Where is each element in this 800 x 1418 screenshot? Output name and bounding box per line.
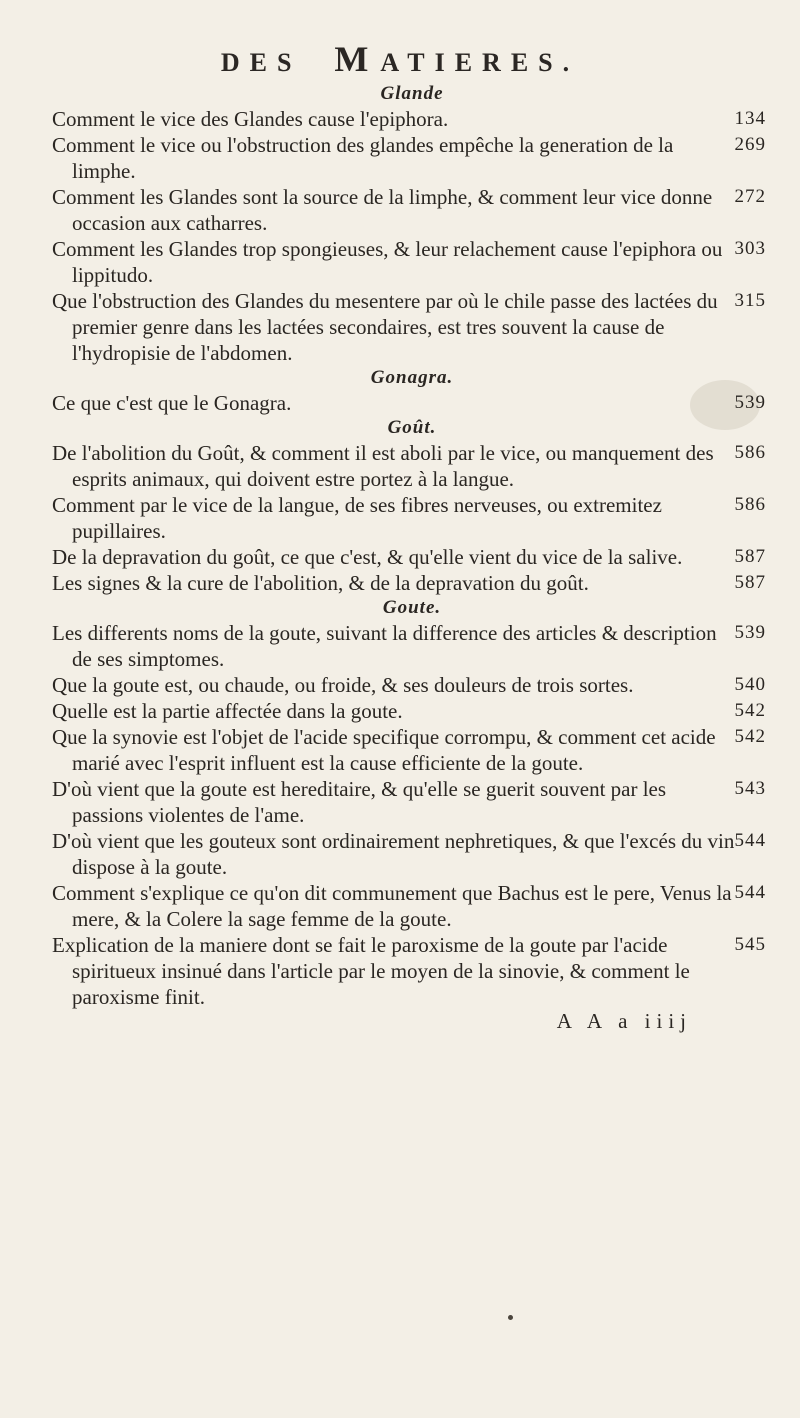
- page-number: 134: [734, 108, 766, 129]
- index-entry: [52, 132, 772, 184]
- entry-text: Comment le vice des Glandes cause l'epiphora.: [52, 107, 449, 131]
- entry-text: Que la goute est, ou chaude, ou froide, & ses douleurs de trois sortes.: [52, 673, 634, 697]
- entry-text: De l'abolition du Goût, & comment il est aboli par le vice, ou manquement des esprits animaux, qui doivent estre portez à la langue.: [52, 441, 714, 491]
- index-entry: [52, 776, 772, 828]
- page-number: 540: [734, 674, 766, 695]
- signature-mark: A A a iiij: [556, 1009, 692, 1033]
- entry-text: Comment le vice ou l'obstruction des glandes empêche la generation de la limphe.: [52, 133, 674, 183]
- entry-text: D'où vient que la goute est hereditaire, & qu'elle se guerit souvent par les passions violentes de l'ame.: [52, 777, 667, 827]
- index-entry: [52, 440, 772, 492]
- index-entry: [52, 828, 772, 880]
- entry-text: Ce que c'est que le Gonagra.: [52, 391, 292, 415]
- index-entry: [52, 932, 772, 1010]
- page-number: 586: [734, 494, 766, 515]
- running-head-small: DES: [220, 48, 302, 77]
- section-heading: Goute.: [382, 597, 442, 618]
- running-head: [0, 38, 800, 80]
- index-entry: [52, 698, 772, 724]
- entry-text: Comment les Glandes sont la source de la limphe, & comment leur vice donne occasion aux catharres.: [52, 185, 713, 235]
- index-entry: [52, 620, 772, 672]
- section-heading: Gonagra.: [370, 367, 454, 388]
- entry-text: Les differents noms de la goute, suivant la difference des articles & description de ses simptomes.: [52, 621, 717, 671]
- entry-text: Comment s'explique ce qu'on dit communement que Bachus est le pere, Venus la mere, & la Colere la sage femme de la goute.: [52, 881, 732, 931]
- page-number: 272: [734, 186, 766, 207]
- page-number: 269: [734, 134, 766, 155]
- index-column: [52, 82, 772, 1034]
- index-entry: [52, 880, 772, 932]
- running-head-rest: ATIERES.: [380, 48, 580, 77]
- entry-text: Les signes & la cure de l'abolition, & de la depravation du goût.: [52, 571, 589, 595]
- index-entry: [52, 672, 772, 698]
- index-entry: [52, 544, 772, 570]
- page-number: 587: [734, 546, 766, 567]
- entry-text: Que l'obstruction des Glandes du mesentere par où le chile passe des lactées du premier genre dans les lactées secondaires, est tres souvent la cause de l'hydropisie de l'abdomen.: [52, 289, 718, 365]
- entry-text: De la depravation du goût, ce que c'est, & qu'elle vient du vice de la salive.: [52, 545, 683, 569]
- page-number: 539: [734, 622, 766, 643]
- index-entry: [52, 570, 772, 596]
- entry-text: D'où vient que les gouteux sont ordinairement nephretiques, & que l'excés du vin dispose à la goute.: [52, 829, 735, 879]
- entry-text: Que la synovie est l'objet de l'acide specifique corrompu, & comment cet acide marié avec l'esprit influent est la cause efficiente de la goute.: [52, 725, 716, 775]
- entry-text: Explication de la maniere dont se fait le paroxisme de la goute par l'acide spiritueux insinué dans l'article par le moyen de la sinovie, & comment le paroxisme finit.: [52, 933, 690, 1009]
- entry-text: Comment par le vice de la langue, de ses fibres nerveuses, ou extremitez pupillaires.: [52, 493, 662, 543]
- page-number: 542: [734, 700, 766, 721]
- index-entry: [52, 492, 772, 544]
- ink-speck: [508, 1315, 513, 1320]
- index-entry: [52, 236, 772, 288]
- running-head-cap: M: [334, 39, 381, 79]
- page-number: 545: [734, 934, 766, 955]
- page-number: 544: [734, 830, 766, 851]
- page-number: 543: [734, 778, 766, 799]
- page-number: 586: [734, 442, 766, 463]
- index-entry: [52, 724, 772, 776]
- section-heading: Goût.: [387, 417, 437, 438]
- index-entry: [52, 390, 772, 416]
- page-number: 303: [734, 238, 766, 259]
- page-number: 539: [734, 392, 766, 413]
- entry-text: Quelle est la partie affectée dans la goute.: [52, 699, 403, 723]
- page-number: 587: [734, 572, 766, 593]
- page-number: 544: [734, 882, 766, 903]
- index-entry: [52, 184, 772, 236]
- section-heading: Glande: [380, 83, 444, 104]
- page-number: 542: [734, 726, 766, 747]
- entry-text: Comment les Glandes trop spongieuses, & leur relachement cause l'epiphora ou lippitudo.: [52, 237, 723, 287]
- index-entry: [52, 288, 772, 366]
- index-entry: [52, 106, 772, 132]
- page-number: 315: [734, 290, 766, 311]
